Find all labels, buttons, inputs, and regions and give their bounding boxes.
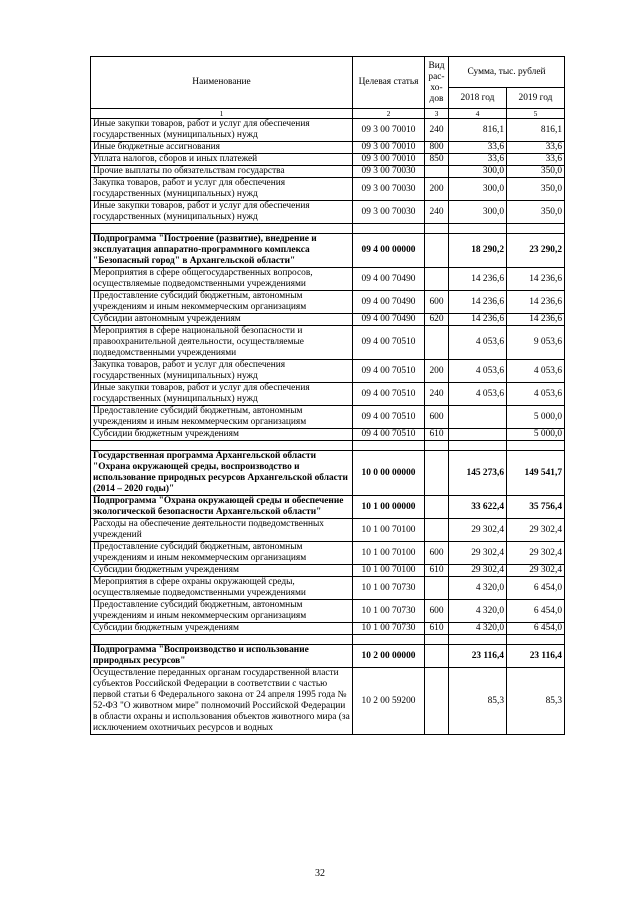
row-amount-2019: 29 302,4 bbox=[507, 565, 565, 577]
row-vid bbox=[425, 496, 449, 519]
row-amount-2019: 85,3 bbox=[507, 668, 565, 735]
row-name: Мероприятия в сфере национальной безопасности и правоохранительной деятельности, осуществляемые подведомственными учреждениями bbox=[91, 326, 353, 360]
row-name: Расходы на обеспечение деятельности подведомственных учреждений bbox=[91, 519, 353, 542]
row-amount-2018: 33,6 bbox=[449, 154, 507, 166]
row-name: Иные закупки товаров, работ и услуг для обеспечения государственных (муниципальных) нужд bbox=[91, 119, 353, 142]
row-amount-2019: 29 302,4 bbox=[507, 542, 565, 565]
table-row bbox=[91, 234, 565, 268]
table-row bbox=[91, 565, 565, 577]
table-row bbox=[91, 119, 565, 142]
row-vid bbox=[425, 645, 449, 668]
table-row bbox=[91, 406, 565, 429]
row-name: Прочие выплаты по обязательствам государства bbox=[91, 166, 353, 178]
row-amount-2019: 33,6 bbox=[507, 154, 565, 166]
row-code: 10 1 00 70100 bbox=[353, 519, 425, 542]
row-vid: 800 bbox=[425, 142, 449, 154]
row-vid: 200 bbox=[425, 360, 449, 383]
table-row bbox=[91, 451, 565, 496]
row-amount-2018: 145 273,6 bbox=[449, 451, 507, 496]
row-vid: 610 bbox=[425, 429, 449, 441]
column-number: 4 bbox=[449, 109, 507, 119]
table-row bbox=[91, 268, 565, 291]
budget-table bbox=[90, 56, 565, 735]
row-amount-2019: 33,6 bbox=[507, 142, 565, 154]
row-amount-2018: 300,0 bbox=[449, 201, 507, 224]
row-name: Иные закупки товаров, работ и услуг для обеспечения государственных (муниципальных) нужд bbox=[91, 201, 353, 224]
table-row bbox=[91, 645, 565, 668]
table-row bbox=[91, 360, 565, 383]
row-code: 10 0 00 00000 bbox=[353, 451, 425, 496]
row-code: 10 1 00 70730 bbox=[353, 600, 425, 623]
table-row bbox=[91, 600, 565, 623]
table-row bbox=[91, 326, 565, 360]
empty-cell bbox=[507, 224, 565, 234]
row-amount-2018: 300,0 bbox=[449, 178, 507, 201]
row-amount-2018: 300,0 bbox=[449, 166, 507, 178]
row-code: 09 3 00 70010 bbox=[353, 142, 425, 154]
row-name: Иные закупки товаров, работ и услуг для обеспечения государственных (муниципальных) нужд bbox=[91, 383, 353, 406]
row-amount-2019: 5 000,0 bbox=[507, 429, 565, 441]
row-vid bbox=[425, 268, 449, 291]
row-name: Субсидии бюджетным учреждениям bbox=[91, 565, 353, 577]
empty-cell bbox=[449, 224, 507, 234]
row-vid: 600 bbox=[425, 600, 449, 623]
header-sum: Сумма, тыс. рублей bbox=[449, 57, 565, 88]
row-code: 09 4 00 70490 bbox=[353, 268, 425, 291]
row-name: Закупка товаров, работ и услуг для обеспечения государственных (муниципальных) нужд bbox=[91, 178, 353, 201]
row-code: 09 4 00 00000 bbox=[353, 234, 425, 268]
row-amount-2019: 4 053,6 bbox=[507, 383, 565, 406]
empty-cell bbox=[353, 441, 425, 451]
row-amount-2019: 350,0 bbox=[507, 178, 565, 201]
row-vid: 240 bbox=[425, 383, 449, 406]
row-code: 10 1 00 00000 bbox=[353, 496, 425, 519]
row-code: 09 4 00 70490 bbox=[353, 314, 425, 326]
header-name: Наименование bbox=[91, 57, 353, 109]
row-amount-2019: 14 236,6 bbox=[507, 314, 565, 326]
empty-cell bbox=[91, 441, 353, 451]
empty-cell bbox=[507, 441, 565, 451]
table-row bbox=[91, 668, 565, 735]
table-row bbox=[91, 577, 565, 600]
row-code: 10 1 00 70100 bbox=[353, 542, 425, 565]
empty-cell bbox=[425, 441, 449, 451]
row-amount-2019: 6 454,0 bbox=[507, 577, 565, 600]
row-name: Осуществление переданных органам государственной власти субъектов Российской Федерации в соответствии с частью первой статьи 6 Федерального закона от 24 апреля 1995 года № 52-ФЗ "О животном мире" полномочий Российской Федерации в области охраны и использования объектов животного мира (за исключением охотничьих ресурсов и водных bbox=[91, 668, 353, 735]
table-row bbox=[91, 542, 565, 565]
table-row bbox=[91, 178, 565, 201]
header-year2: 2019 год bbox=[507, 88, 565, 109]
row-vid bbox=[425, 166, 449, 178]
row-amount-2018: 14 236,6 bbox=[449, 314, 507, 326]
empty-cell bbox=[353, 224, 425, 234]
row-code: 09 4 00 70510 bbox=[353, 326, 425, 360]
table-row bbox=[91, 166, 565, 178]
row-code: 10 1 00 70100 bbox=[353, 565, 425, 577]
row-amount-2019: 23 116,4 bbox=[507, 645, 565, 668]
row-vid bbox=[425, 451, 449, 496]
row-name: Субсидии бюджетным учреждениям bbox=[91, 429, 353, 441]
row-amount-2019: 6 454,0 bbox=[507, 623, 565, 635]
row-amount-2019: 6 454,0 bbox=[507, 600, 565, 623]
row-amount-2019: 816,1 bbox=[507, 119, 565, 142]
row-amount-2018: 14 236,6 bbox=[449, 291, 507, 314]
row-amount-2018: 29 302,4 bbox=[449, 565, 507, 577]
spacer-row bbox=[91, 635, 565, 645]
row-code: 09 3 00 70030 bbox=[353, 201, 425, 224]
row-name: Иные бюджетные ассигнования bbox=[91, 142, 353, 154]
row-amount-2019: 35 756,4 bbox=[507, 496, 565, 519]
row-vid: 200 bbox=[425, 178, 449, 201]
row-name: Субсидии бюджетным учреждениям bbox=[91, 623, 353, 635]
table-row bbox=[91, 154, 565, 166]
row-name: Государственная программа Архангельской области "Охрана окружающей среды, воспроизводство и использование природных ресурсов Архангельской области (2014 – 2020 годы)" bbox=[91, 451, 353, 496]
row-amount-2018: 23 116,4 bbox=[449, 645, 507, 668]
row-code: 10 1 00 70730 bbox=[353, 577, 425, 600]
row-code: 09 4 00 70510 bbox=[353, 406, 425, 429]
row-vid: 600 bbox=[425, 291, 449, 314]
row-vid: 600 bbox=[425, 542, 449, 565]
row-amount-2019: 350,0 bbox=[507, 166, 565, 178]
row-amount-2019: 14 236,6 bbox=[507, 291, 565, 314]
row-vid: 850 bbox=[425, 154, 449, 166]
row-code: 10 2 00 00000 bbox=[353, 645, 425, 668]
row-amount-2018: 14 236,6 bbox=[449, 268, 507, 291]
empty-cell bbox=[353, 635, 425, 645]
row-code: 09 3 00 70010 bbox=[353, 119, 425, 142]
empty-cell bbox=[425, 635, 449, 645]
empty-cell bbox=[449, 635, 507, 645]
table-row bbox=[91, 201, 565, 224]
row-amount-2019: 149 541,7 bbox=[507, 451, 565, 496]
row-name: Подпрограмма "Охрана окружающей среды и обеспечение экологической безопасности Архангельской области" bbox=[91, 496, 353, 519]
empty-cell bbox=[449, 441, 507, 451]
row-amount-2019: 9 053,6 bbox=[507, 326, 565, 360]
row-name: Мероприятия в сфере общегосударственных вопросов, осуществляемые подведомственными учреждениями bbox=[91, 268, 353, 291]
row-amount-2018: 4 320,0 bbox=[449, 577, 507, 600]
row-name: Субсидии автономным учреждениям bbox=[91, 314, 353, 326]
row-vid: 240 bbox=[425, 201, 449, 224]
row-code: 10 2 00 59200 bbox=[353, 668, 425, 735]
row-vid bbox=[425, 519, 449, 542]
row-amount-2018: 29 302,4 bbox=[449, 542, 507, 565]
page-number: 32 bbox=[315, 868, 325, 879]
row-amount-2019: 14 236,6 bbox=[507, 268, 565, 291]
empty-cell bbox=[91, 635, 353, 645]
row-vid: 610 bbox=[425, 565, 449, 577]
table-row bbox=[91, 429, 565, 441]
empty-cell bbox=[425, 224, 449, 234]
row-amount-2018: 33 622,4 bbox=[449, 496, 507, 519]
row-name: Мероприятия в сфере охраны окружающей среды, осуществляемые подведомственными учреждениями bbox=[91, 577, 353, 600]
spacer-row bbox=[91, 224, 565, 234]
row-vid bbox=[425, 668, 449, 735]
column-number: 5 bbox=[507, 109, 565, 119]
column-number: 3 bbox=[425, 109, 449, 119]
row-amount-2019: 29 302,4 bbox=[507, 519, 565, 542]
row-code: 10 1 00 70730 bbox=[353, 623, 425, 635]
row-vid bbox=[425, 326, 449, 360]
row-vid: 610 bbox=[425, 623, 449, 635]
table-row bbox=[91, 519, 565, 542]
row-amount-2018: 4 320,0 bbox=[449, 623, 507, 635]
column-numbers-row bbox=[91, 109, 565, 119]
row-name: Предоставление субсидий бюджетным, автономным учреждениям и иным некоммерческим организациям bbox=[91, 406, 353, 429]
table-row bbox=[91, 314, 565, 326]
row-name: Подпрограмма "Построение (развитие), внедрение и эксплуатация аппаратно-программного комплекса "Безопасный город" в Архангельской области" bbox=[91, 234, 353, 268]
row-amount-2018: 4 320,0 bbox=[449, 600, 507, 623]
row-amount-2018: 33,6 bbox=[449, 142, 507, 154]
row-amount-2018: 18 290,2 bbox=[449, 234, 507, 268]
row-name: Закупка товаров, работ и услуг для обеспечения государственных (муниципальных) нужд bbox=[91, 360, 353, 383]
row-vid bbox=[425, 234, 449, 268]
row-vid bbox=[425, 577, 449, 600]
row-amount-2018: 4 053,6 bbox=[449, 383, 507, 406]
spacer-row bbox=[91, 441, 565, 451]
row-name: Предоставление субсидий бюджетным, автономным учреждениям и иным некоммерческим организациям bbox=[91, 542, 353, 565]
row-amount-2018: 4 053,6 bbox=[449, 360, 507, 383]
row-name: Подпрограмма "Воспроизводство и использование природных ресурсов" bbox=[91, 645, 353, 668]
row-code: 09 4 00 70510 bbox=[353, 360, 425, 383]
row-code: 09 4 00 70510 bbox=[353, 429, 425, 441]
row-code: 09 3 00 70010 bbox=[353, 154, 425, 166]
row-amount-2018 bbox=[449, 429, 507, 441]
header-year1: 2018 год bbox=[449, 88, 507, 109]
row-name: Предоставление субсидий бюджетным, автономным учреждениям и иным некоммерческим организациям bbox=[91, 600, 353, 623]
row-amount-2019: 23 290,2 bbox=[507, 234, 565, 268]
row-amount-2018: 85,3 bbox=[449, 668, 507, 735]
row-vid: 600 bbox=[425, 406, 449, 429]
row-amount-2018 bbox=[449, 406, 507, 429]
empty-cell bbox=[507, 635, 565, 645]
table-row bbox=[91, 383, 565, 406]
row-code: 09 4 00 70510 bbox=[353, 383, 425, 406]
table-row bbox=[91, 623, 565, 635]
row-amount-2019: 350,0 bbox=[507, 201, 565, 224]
column-number: 2 bbox=[353, 109, 425, 119]
header-vid: Вид рас-хо-дов bbox=[425, 57, 449, 109]
row-vid: 620 bbox=[425, 314, 449, 326]
row-amount-2018: 29 302,4 bbox=[449, 519, 507, 542]
row-code: 09 3 00 70030 bbox=[353, 178, 425, 201]
table-row bbox=[91, 142, 565, 154]
row-amount-2018: 4 053,6 bbox=[449, 326, 507, 360]
row-name: Уплата налогов, сборов и иных платежей bbox=[91, 154, 353, 166]
row-name: Предоставление субсидий бюджетным, автономным учреждениям и иным некоммерческим организациям bbox=[91, 291, 353, 314]
column-number: 1 bbox=[91, 109, 353, 119]
row-code: 09 4 00 70490 bbox=[353, 291, 425, 314]
row-amount-2019: 5 000,0 bbox=[507, 406, 565, 429]
row-vid: 240 bbox=[425, 119, 449, 142]
row-amount-2019: 4 053,6 bbox=[507, 360, 565, 383]
empty-cell bbox=[91, 224, 353, 234]
table-row bbox=[91, 291, 565, 314]
table-row bbox=[91, 496, 565, 519]
header-target: Целевая статья bbox=[353, 57, 425, 109]
row-amount-2018: 816,1 bbox=[449, 119, 507, 142]
row-code: 09 3 00 70030 bbox=[353, 166, 425, 178]
